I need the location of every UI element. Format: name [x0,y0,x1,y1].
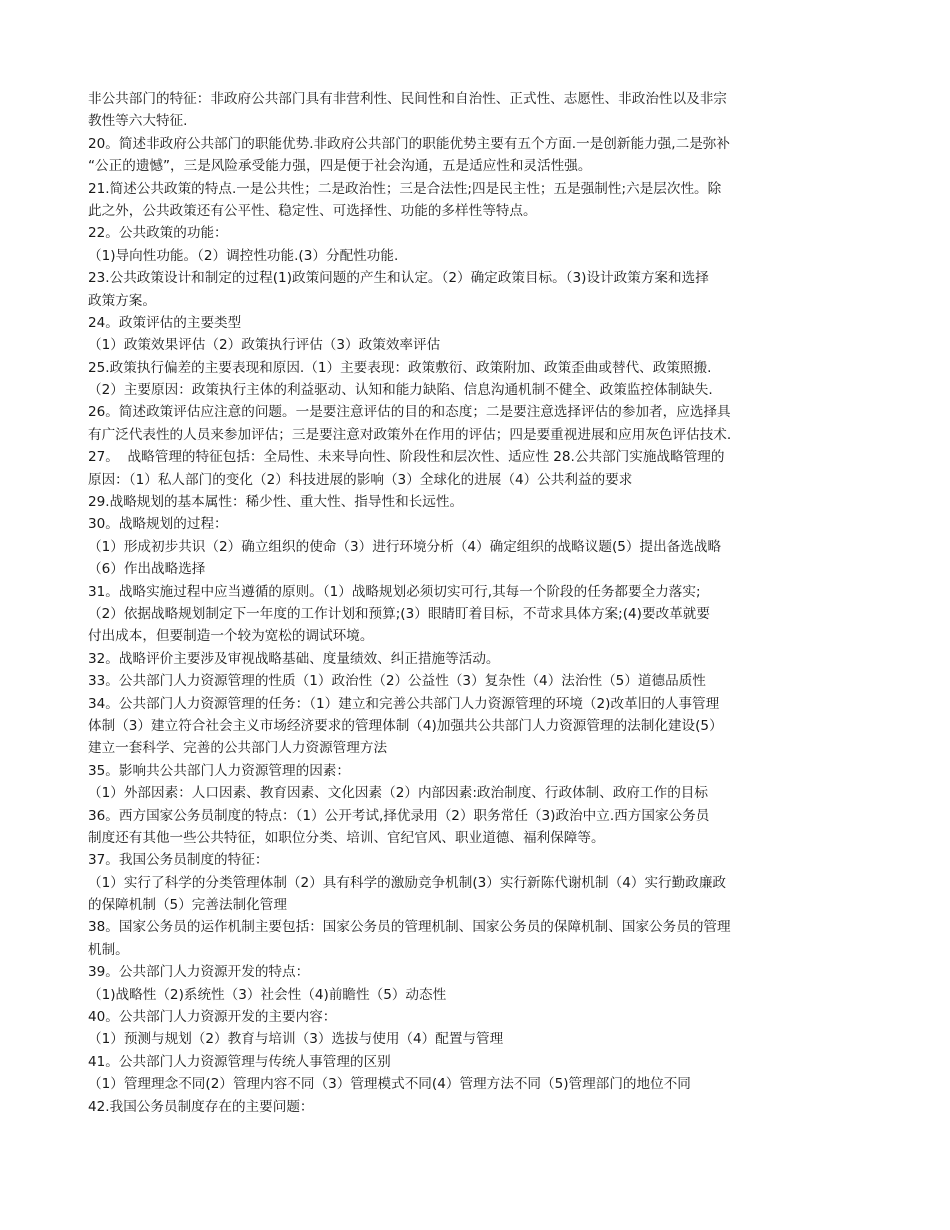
text-line: 23.公共政策设计和制定的过程(1)政策问题的产生和认定。（2）确定政策目标。（3)设计政策方案和选择 [88,270,709,287]
text-line: （1）预测与规划（2）教育与培训（3）选拔与使用（4）配置与管理 [88,1031,504,1048]
text-line: 原因：（1）私人部门的变化（2）科技进展的影响（3）全球化的进展（4）公共利益的要求 [88,471,633,488]
text-line: 33。公共部门人力资源管理的性质（1）政治性（2）公益性（3）复杂性（4）法治性（5）道德品质性 [88,673,706,690]
text-line: 30。战略规划的过程： [88,516,228,533]
text-line: （1）实行了科学的分类管理体制（2）具有科学的激励竞争机制(3）实行新陈代谢机制（4）实行勤政廉政 [88,874,727,891]
text-line: 制度还有其他一些公共特征，如职位分类、培训、官纪官风、职业道德、福利保障等。 [88,829,605,846]
text-line: 37。我国公务员制度的特征： [88,852,269,869]
text-line: 29.战略规划的基本属性：稀少性、重大性、指导性和长远性。 [88,494,464,511]
text-line: 25.政策执行偏差的主要表现和原因.（1）主要表现：政策敷衍、政策附加、政策歪曲或替代、政策照搬. [88,359,712,376]
text-line: （2）主要原因：政策执行主体的利益驱动、认知和能力缺陷、信息沟通机制不健全、政策监控体制缺失. [88,382,713,399]
text-line: 的保障机制（5）完善法制化管理 [88,897,287,914]
text-line: 32。战略评价主要涉及审视战略基础、度量绩效、纠正措施等活动。 [88,650,500,667]
text-line: 26。简述政策评估应注意的问题。一是要注意评估的目的和态度；二是要注意选择评估的参加者，应选择具 [88,404,731,421]
text-line: 27。 战略管理的特征包括：全局性、未来导向性、阶段性和层次性、适应性 28.公共部门实施战略管理的 [88,449,725,466]
text-line: 21.简述公共政策的特点.一是公共性；二是政治性；三是合法性;四是民主性；五是强制性;六是层次性。除 [88,180,722,197]
text-line: （1）外部因素：人口因素、教育因素、文化因素（2）内部因素:政治制度、行政体制、政府工作的目标 [88,785,708,802]
text-line: 22。公共政策的功能： [88,225,228,242]
text-line: 此之外，公共政策还有公平性、稳定性、可选择性、功能的多样性等特点。 [88,202,537,219]
text-line: 建立一套科学、完善的公共部门人力资源管理方法 [88,740,388,757]
text-line: 24。政策评估的主要类型 [88,314,242,331]
text-line: 非公共部门的特征：非政府公共部门具有非营利性、民间性和自治性、正式性、志愿性、非政治性以及非宗 [88,91,727,107]
text-line: （1)导向性功能。（2）调控性功能.(3）分配性功能. [88,247,399,264]
text-line: 付出成本，但要制造一个较为宽松的调试环境。 [88,628,374,645]
text-line: 36。西方国家公务员制度的特点：（1）公开考试,择优录用（2）职务常任（3)政治中立.西方国家公务员 [88,807,710,824]
text-line: 38。国家公务员的运作机制主要包括：国家公务员的管理机制、国家公务员的保障机制、国家公务员的管理 [88,919,731,936]
text-line: （1）管理理念不同(2）管理内容不同（3）管理模式不同(4）管理方法不同（5)管理部门的地位不同 [88,1076,691,1093]
text-line: （2）依据战略规划制定下一年度的工作计划和预算;(3）眼睛盯着目标，不苛求具体方案;(4)要改革就要 [88,605,710,622]
text-line: “公正的遗憾”，三是风险承受能力强，四是便于社会沟通，五是适应性和灵活性强。 [88,158,592,175]
text-line: 34。公共部门人力资源管理的任务：（1）建立和完善公共部门人力资源管理的环境（2)改革旧的人事管理 [88,695,720,712]
text-line: （6）作出战略选择 [88,561,206,578]
text-line: 政策方案。 [88,292,156,309]
text-line: 31。战略实施过程中应当遵循的原则。（1）战略规划必须切实可行,其每一个阶段的任务都要全力落实; [88,583,701,600]
text-line: 机制。 [88,941,129,958]
text-line: （1）政策效果评估（2）政策执行评估（3）政策效率评估 [88,337,441,354]
text-line: （1)战略性（2)系统性（3）社会性（4)前瞻性（5）动态性 [88,986,447,1003]
text-line: （1）形成初步共识（2）确立组织的使命（3）进行环境分析（4）确定组织的战略议题(5）提出备选战略 [88,538,722,555]
text-line: 41。公共部门人力资源管理与传统人事管理的区别 [88,1053,391,1070]
text-line: 体制（3）建立符合社会主义市场经济要求的管理体制（4)加强共公共部门人力资源管理的法制化建设(5） [88,717,723,734]
text-line: 40。公共部门人力资源开发的主要内容： [88,1009,337,1026]
text-line: 教性等六大特征. [88,113,188,130]
text-line: 20。简述非政府公共部门的职能优势.非政府公共部门的职能优势主要有五个方面.一是创新能力强,二是弥补 [88,135,730,152]
text-line: 42.我国公务员制度存在的主要问题： [88,1098,314,1115]
text-line: 39。公共部门人力资源开发的特点： [88,964,310,981]
text-line: 35。影响共公共部门人力资源管理的因素： [88,762,350,779]
text-line: 有广泛代表性的人员来参加评估；三是要注意对政策外在作用的评估；四是要重视进展和应用灰色评估技术. [88,426,732,443]
